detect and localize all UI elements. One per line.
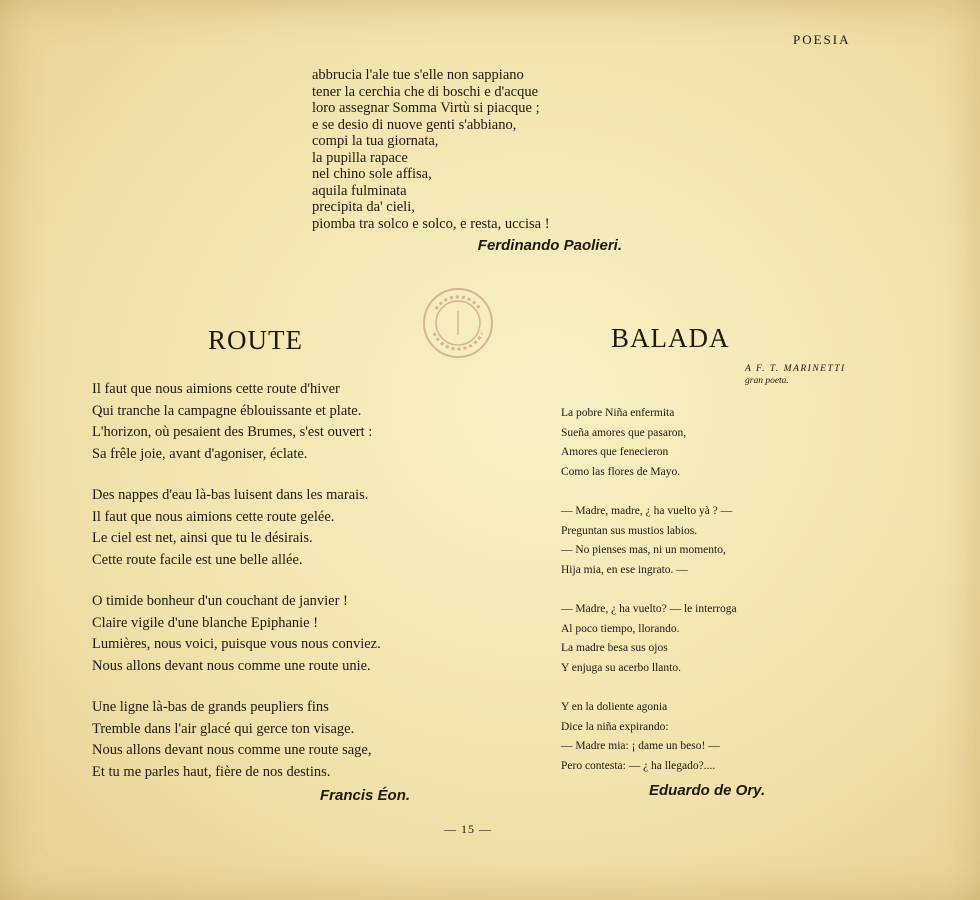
route-stanza-3 <box>92 591 452 677</box>
balada-stanza-3 <box>561 600 821 678</box>
balada-poem <box>561 404 821 799</box>
dedication-line: gran poeta. <box>745 376 789 386</box>
poem-line: Et tu me parles haut, fière de nos destins. <box>92 763 331 780</box>
poem-line: Pero contesta: — ¿ ha llegado?.... <box>561 759 716 772</box>
poem-line: Hija mia, en ese ingrato. — <box>561 563 688 576</box>
poem-line: — Madre, ¿ ha vuelto? — le interroga <box>561 603 737 615</box>
route-stanza-4 <box>92 697 452 783</box>
poem-line: Une ligne là-bas de grands peupliers fins <box>92 699 329 715</box>
poem-line: L'horizon, où pesaient des Brumes, s'est ouvert : <box>92 424 373 440</box>
poem-line: Il faut que nous aimions cette route d'hiver <box>92 381 340 397</box>
poem-line: Il faut que nous aimions cette route gelée. <box>92 508 335 525</box>
italian-poem <box>312 67 632 254</box>
poem-line: Y enjuga su acerbo llanto. <box>561 661 681 674</box>
poem-line: aquila fulminata <box>312 182 407 199</box>
poem-line: Dice la niña expirando: <box>561 720 669 733</box>
poem-line: — Madre, madre, ¿ ha vuelto yà ? — <box>561 505 733 517</box>
poem-line: Lumières, nous voici, puisque vous nous conviez. <box>92 636 381 652</box>
poem-line: Y en la doliente agonia <box>561 701 668 713</box>
poem-line: Como las flores de Mayo. <box>561 465 681 478</box>
route-poem <box>92 379 452 803</box>
poem-line: tener la cerchia che di boschi e d'acque <box>312 83 539 100</box>
route-stanza-2 <box>92 485 452 571</box>
dedication-line: A F. T. MARINETTI <box>745 364 846 374</box>
poem-line: abbrucia l'ale tue s'elle non sappiano <box>312 67 524 83</box>
running-head: POESIA <box>793 32 851 47</box>
poem-line: Sueña amores que pasaron, <box>561 426 687 439</box>
library-stamp-icon <box>420 285 496 361</box>
balada-stanza-2 <box>561 502 821 580</box>
poem-line: Nous allons devant nous comme une route unie. <box>92 657 371 674</box>
poem-line: Preguntan sus mustios labios. <box>561 524 698 537</box>
poem-line: Tremble dans l'air glacé qui gerce ton visage. <box>92 720 355 737</box>
poem-line: — No pienses mas, ni un momento, <box>561 544 726 556</box>
poem-line: compi la tua giornata, <box>312 133 439 149</box>
balada-stanza-1 <box>561 404 821 482</box>
italian-poem-author: Ferdinando Paolieri. <box>477 237 622 254</box>
route-title: ROUTE <box>208 325 303 355</box>
italian-poem-lines <box>312 67 632 232</box>
poem-line: Al poco tiempo, llorando. <box>561 622 680 635</box>
poem-line: piomba tra solco e solco, e resta, uccisa ! <box>312 215 550 232</box>
poem-line: Des nappes d'eau là-bas luisent dans les marais. <box>92 487 369 503</box>
poem-line: Le ciel est net, ainsi que tu le désirais. <box>92 530 313 546</box>
page-number: — 15 — <box>444 822 492 836</box>
poem-line: — Madre mia: ¡ dame un beso! — <box>561 740 720 752</box>
balada-poem-author: Eduardo de Ory. <box>649 782 766 799</box>
balada-title: BALADA <box>611 323 730 353</box>
poem-line: e se desio di nuove genti s'abbiano, <box>312 116 517 133</box>
poem-line: nel chino sole affisa, <box>312 166 432 182</box>
poem-line: O timide bonheur d'un couchant de janvier ! <box>92 593 348 609</box>
poem-line: Amores que fenecieron <box>561 446 669 458</box>
poem-line: loro assegnar Somma Virtù si piacque ; <box>312 100 540 116</box>
poem-line: la pupilla rapace <box>312 149 408 166</box>
poem-line: La pobre Niña enfermita <box>561 407 675 419</box>
balada-stanza-4 <box>561 698 821 776</box>
poem-line: Nous allons devant nous comme une route sage, <box>92 742 372 758</box>
poem-line: La madre besa sus ojos <box>561 642 668 654</box>
poem-line: precipita da' cieli, <box>312 199 415 215</box>
route-stanza-1 <box>92 379 452 465</box>
poem-line: Claire vigile d'une blanche Epiphanie ! <box>92 614 319 631</box>
poem-line: Qui tranche la campagne éblouissante et plate. <box>92 402 362 419</box>
poem-line: Sa frêle joie, avant d'agoniser, éclate. <box>92 445 308 462</box>
balada-dedication <box>745 363 846 387</box>
poem-line: Cette route facile est une belle allée. <box>92 551 303 568</box>
route-poem-author: Francis Éon. <box>320 787 411 804</box>
